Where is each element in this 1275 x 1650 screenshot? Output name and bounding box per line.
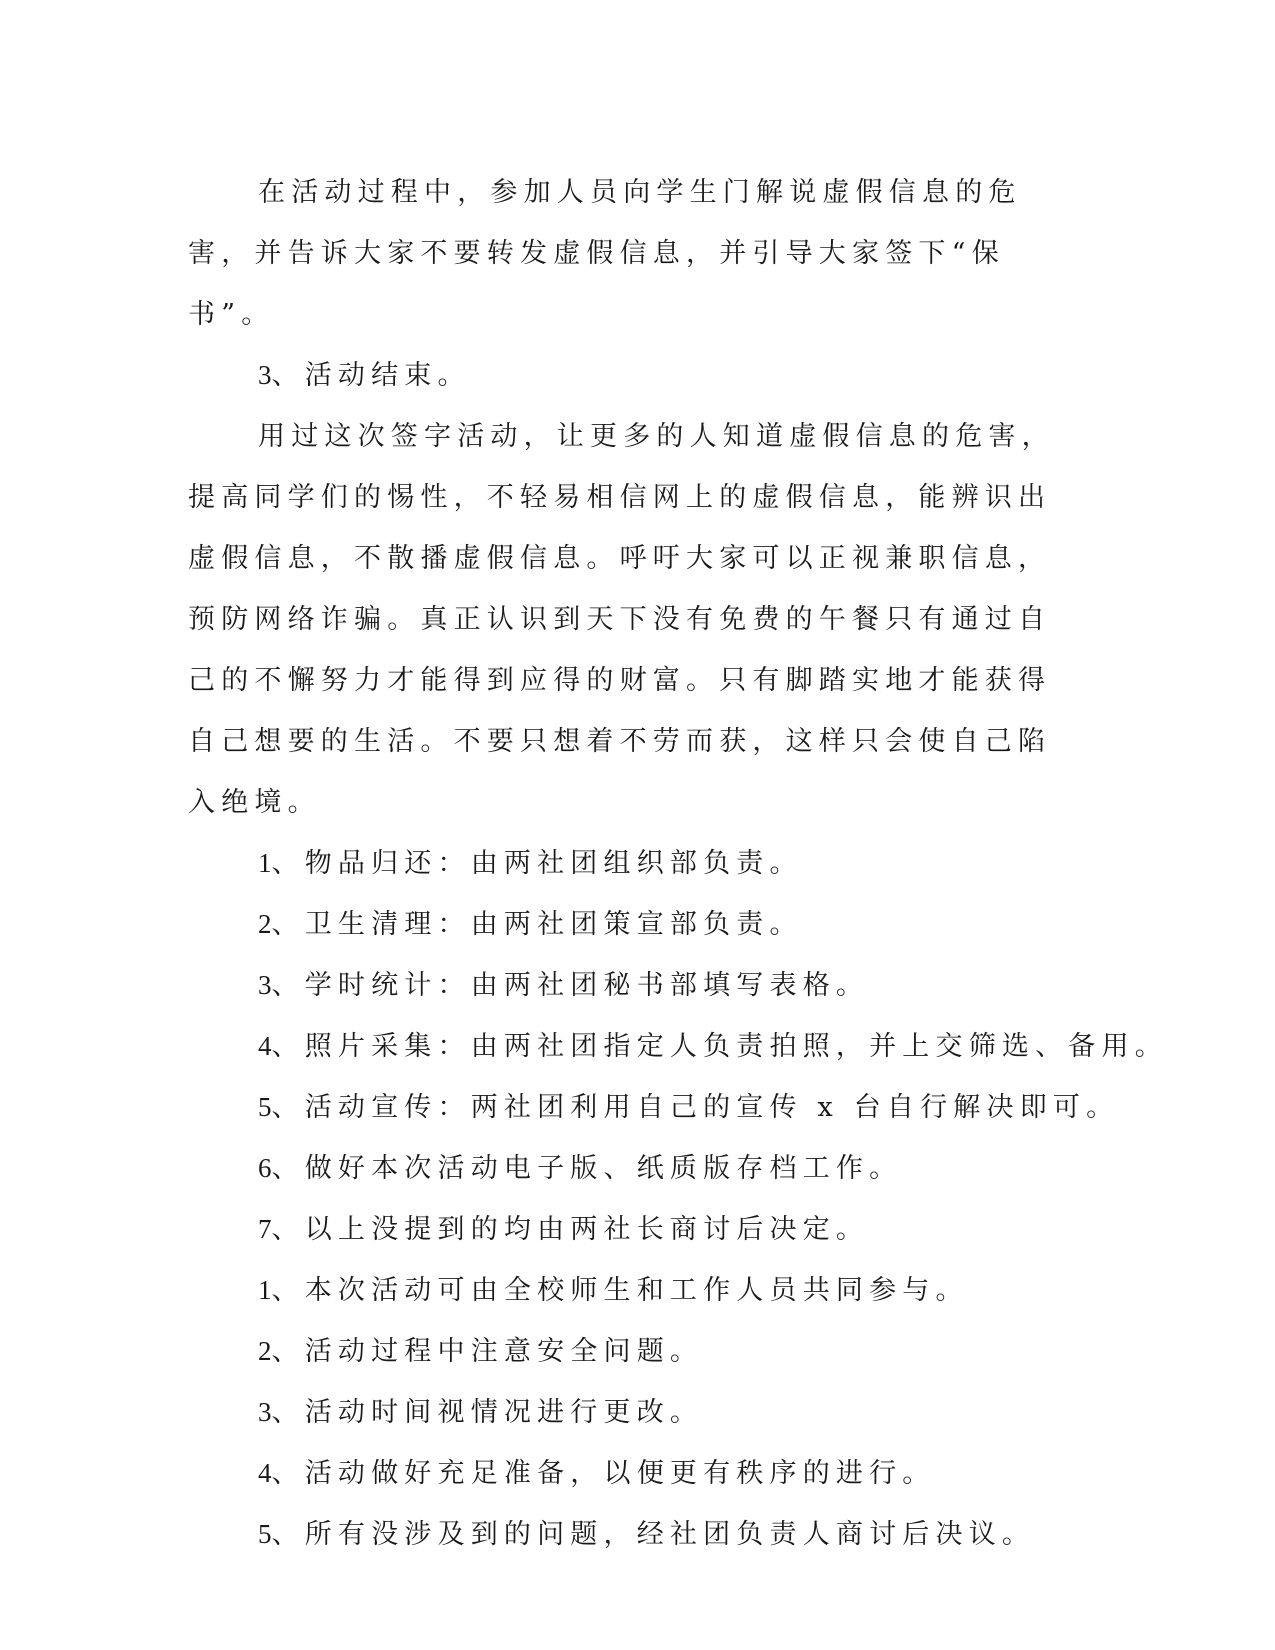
note-item-time-change [188, 1382, 1083, 1443]
list-item-text: 、活动过程中注意安全问题。 [271, 1336, 704, 1367]
note-item-preparation [188, 1443, 1083, 1504]
list-item-number: 1 [258, 848, 272, 878]
list-item-text: 、物品归还：由两社团组织部负责。 [271, 848, 803, 879]
list-item-number: 6 [258, 1153, 272, 1183]
list-item-number: 5 [258, 1519, 272, 1549]
list-item-other-decisions [188, 1199, 1083, 1260]
list-item-number: 4 [258, 1458, 272, 1488]
list-item-text: 、照片采集：由两社团指定人负责拍照，并上交筛选、备用。 [271, 1031, 1168, 1062]
list-item-return-items [188, 833, 1083, 894]
list-item-number: 3 [258, 970, 272, 1000]
list-item-number: 2 [258, 1336, 272, 1366]
list-item-text: 、学时统计：由两社团秘书部填写表格。 [271, 970, 870, 1001]
section-activity-end [188, 345, 1083, 406]
list-item-number: 2 [258, 909, 272, 939]
list-item-text: 、活动宣传：两社团利用自己的宣传 x 台自行解决即可。 [271, 1092, 1120, 1123]
list-item-number: 5 [258, 1092, 272, 1122]
list-item-cleanup [188, 894, 1083, 955]
list-item-hours-stats [188, 955, 1083, 1016]
list-item-text: 、本次活动可由全校师生和工作人员共同参与。 [271, 1275, 969, 1306]
list-item-text: 、活动做好充足准备，以便更有秩序的进行。 [271, 1458, 936, 1489]
note-item-other-issues [188, 1504, 1083, 1565]
list-item-text: 、做好本次活动电子版、纸质版存档工作。 [271, 1153, 903, 1184]
list-item-publicity [188, 1077, 1120, 1138]
list-item-number: 7 [258, 1214, 272, 1244]
list-item-text: 、活动时间视情况进行更改。 [271, 1397, 704, 1428]
list-item-number: 4 [258, 1031, 272, 1061]
list-item-text: 、所有没涉及到的问题，经社团负责人商讨后决议。 [271, 1519, 1036, 1550]
section-text: 、活动结束。 [271, 360, 471, 391]
paragraph-activity-summary: 用过这次签字活动，让更多的人知道虚假信息的危害，提高同学们的惕性，不轻易相信网上的虚假信息，能辨识出虚假信息，不散播虚假信息。呼吁大家可以正视兼职信息，预防网络诈骗。真正认识到天下没有免费的午餐只有通过自己的不懈努力才能得到应得的财富。只有脚踏实地才能获得自己想要的生活。不要只想着不劳而获，这样只会使自己陷入绝境。 [188, 421, 1055, 818]
list-item-number: 3 [258, 1397, 272, 1427]
list-item-number: 1 [258, 1275, 272, 1305]
document-body [188, 162, 1168, 1565]
section-number: 3 [258, 360, 272, 390]
list-item-text: 、以上没提到的均由两社长商讨后决定。 [271, 1214, 870, 1245]
paragraph-activity-process: 在活动过程中，参加人员向学生门解说虚假信息的危害，并告诉大家不要转发虚假信息，并引导大家签下“保书”。 [188, 177, 1022, 330]
note-item-safety [188, 1321, 1083, 1382]
note-item-participants [188, 1260, 1083, 1321]
list-item-text: 、卫生清理：由两社团策宣部负责。 [271, 909, 803, 940]
list-item-archiving [188, 1138, 1083, 1199]
list-item-photo-collection [188, 1016, 1168, 1077]
